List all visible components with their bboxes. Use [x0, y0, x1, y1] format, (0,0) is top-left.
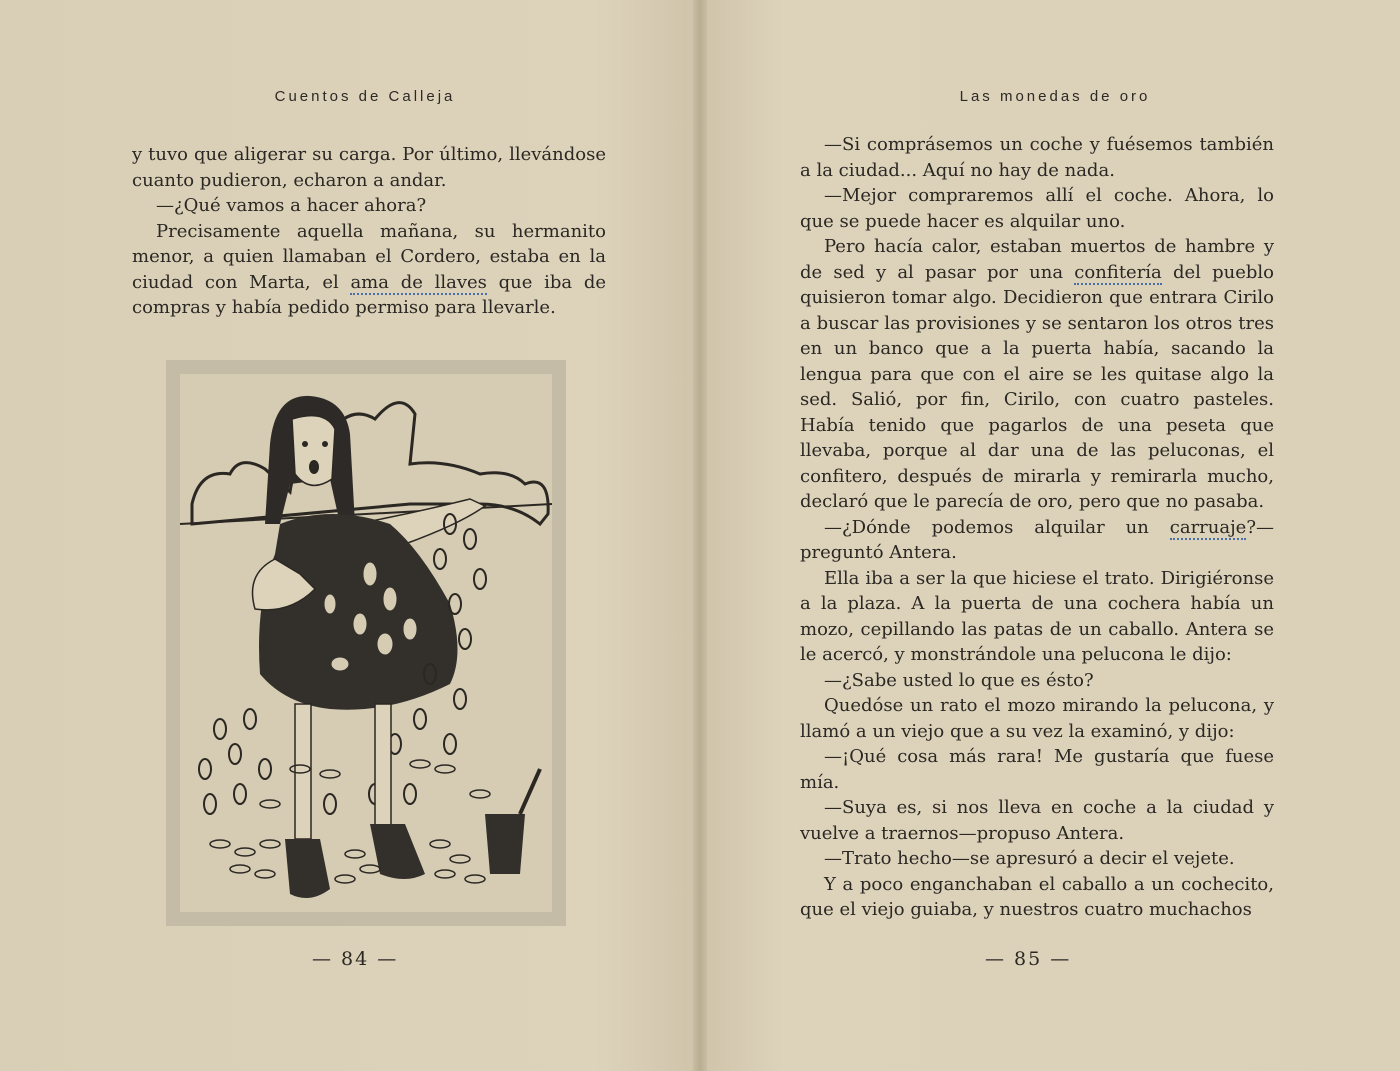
right-body-text	[800, 132, 1274, 923]
glossary-term-link[interactable]: confitería	[1074, 261, 1162, 283]
text-run: ?—preguntó Antera.	[800, 516, 1274, 563]
paragraph	[132, 219, 606, 321]
illustration-girl-dropping-coins	[166, 360, 566, 926]
text-run: —¡Qué cosa más rara! Me gustaría que fuese mía.	[800, 746, 1274, 793]
pail	[485, 814, 525, 874]
paragraph	[132, 193, 606, 219]
text-run: Ella iba a ser la que hiciese el trato. Dirigiéronse a la plaza. A la puerta de una cochera había un mozo, cepillando las patas de un caballo. Antera se le acercó, y monstrándole una pelucona le dijo:	[800, 567, 1274, 665]
paragraph	[800, 234, 1274, 515]
text-run: —¿Dónde podemos alquilar un	[824, 516, 1170, 538]
text-run: Pero hacía calor, estaban muertos de hambre y de sed y al pasar por una	[800, 236, 1274, 283]
text-run: —Mejor compraremos allí el coche. Ahora, lo que se puede hacer es alquilar uno.	[800, 185, 1274, 232]
paragraph	[800, 872, 1274, 923]
text-run: Y a poco enganchaban el caballo a un cochecito, que el viejo guiaba, y nuestros cuatro muchachos	[800, 873, 1274, 920]
page-number-left: — 84 —	[312, 948, 399, 970]
right-page	[700, 0, 1400, 1071]
left-body-text	[132, 142, 606, 321]
text-run: Precisamente aquella mañana, su hermanito menor, a quien llamaban el Cordero, estaba en la ciudad con Marta, el	[132, 220, 606, 293]
running-header-left: Cuentos de Calleja	[274, 88, 456, 105]
paragraph	[800, 183, 1274, 234]
girl-coins-drawing	[180, 374, 552, 912]
glossary-term-link[interactable]: ama de llaves	[350, 271, 487, 293]
glossary-term-link[interactable]: carruaje	[1169, 516, 1247, 538]
text-run: —¿Sabe usted lo que es ésto?	[824, 669, 1094, 691]
paragraph	[800, 566, 1274, 668]
paragraph	[800, 515, 1274, 566]
paragraph	[800, 132, 1274, 183]
running-header-right: Las monedas de oro	[959, 88, 1151, 105]
paragraph	[800, 693, 1274, 744]
bush-outline	[192, 403, 548, 524]
text-run: Quedóse un rato el mozo mirando la pelucona, y llamó a un viejo que a su vez la examinó, y dijo:	[800, 695, 1274, 742]
paragraph	[800, 668, 1274, 694]
paragraph	[800, 795, 1274, 846]
paragraph	[132, 142, 606, 193]
book-gutter	[693, 0, 707, 1071]
page-number-right: — 85 —	[985, 948, 1072, 970]
text-run: —Suya es, si nos lleva en coche a la ciudad y vuelve a traernos—propuso Antera.	[800, 797, 1274, 844]
text-run: y tuvo que aligerar su carga. Por último, llevándose cuanto pudieron, echaron a andar.	[132, 144, 606, 191]
text-run: que iba de compras y había pedido permiso para llevarle.	[132, 271, 607, 318]
dress	[259, 514, 458, 710]
text-run: —Trato hecho—se apresuró a decir el vejete.	[824, 848, 1235, 869]
text-run: del pueblo quisieron tomar algo. Decidieron que entrara Cirilo a buscar las provisiones y se sentaron los otros tres en un banco que a la puerta había, sacando la lengua para que con el aire se les quitase algo la sed. Salió, por fin, Cirilo, con cuatro pasteles. Había tenido que pagarlos de una peseta que llevaba, porque al dar una de las peluconas, el confitero, después de mirarla y remirarla mucho, declaró que le parecía de oro, pero que no pasaba.	[800, 261, 1274, 512]
paragraph	[800, 846, 1274, 872]
text-run: —Si comprásemos un coche y fuésemos también a la ciudad... Aquí no hay de nada.	[800, 134, 1274, 181]
text-run: —¿Qué vamos a hacer ahora?	[156, 195, 427, 216]
paragraph	[800, 744, 1274, 795]
